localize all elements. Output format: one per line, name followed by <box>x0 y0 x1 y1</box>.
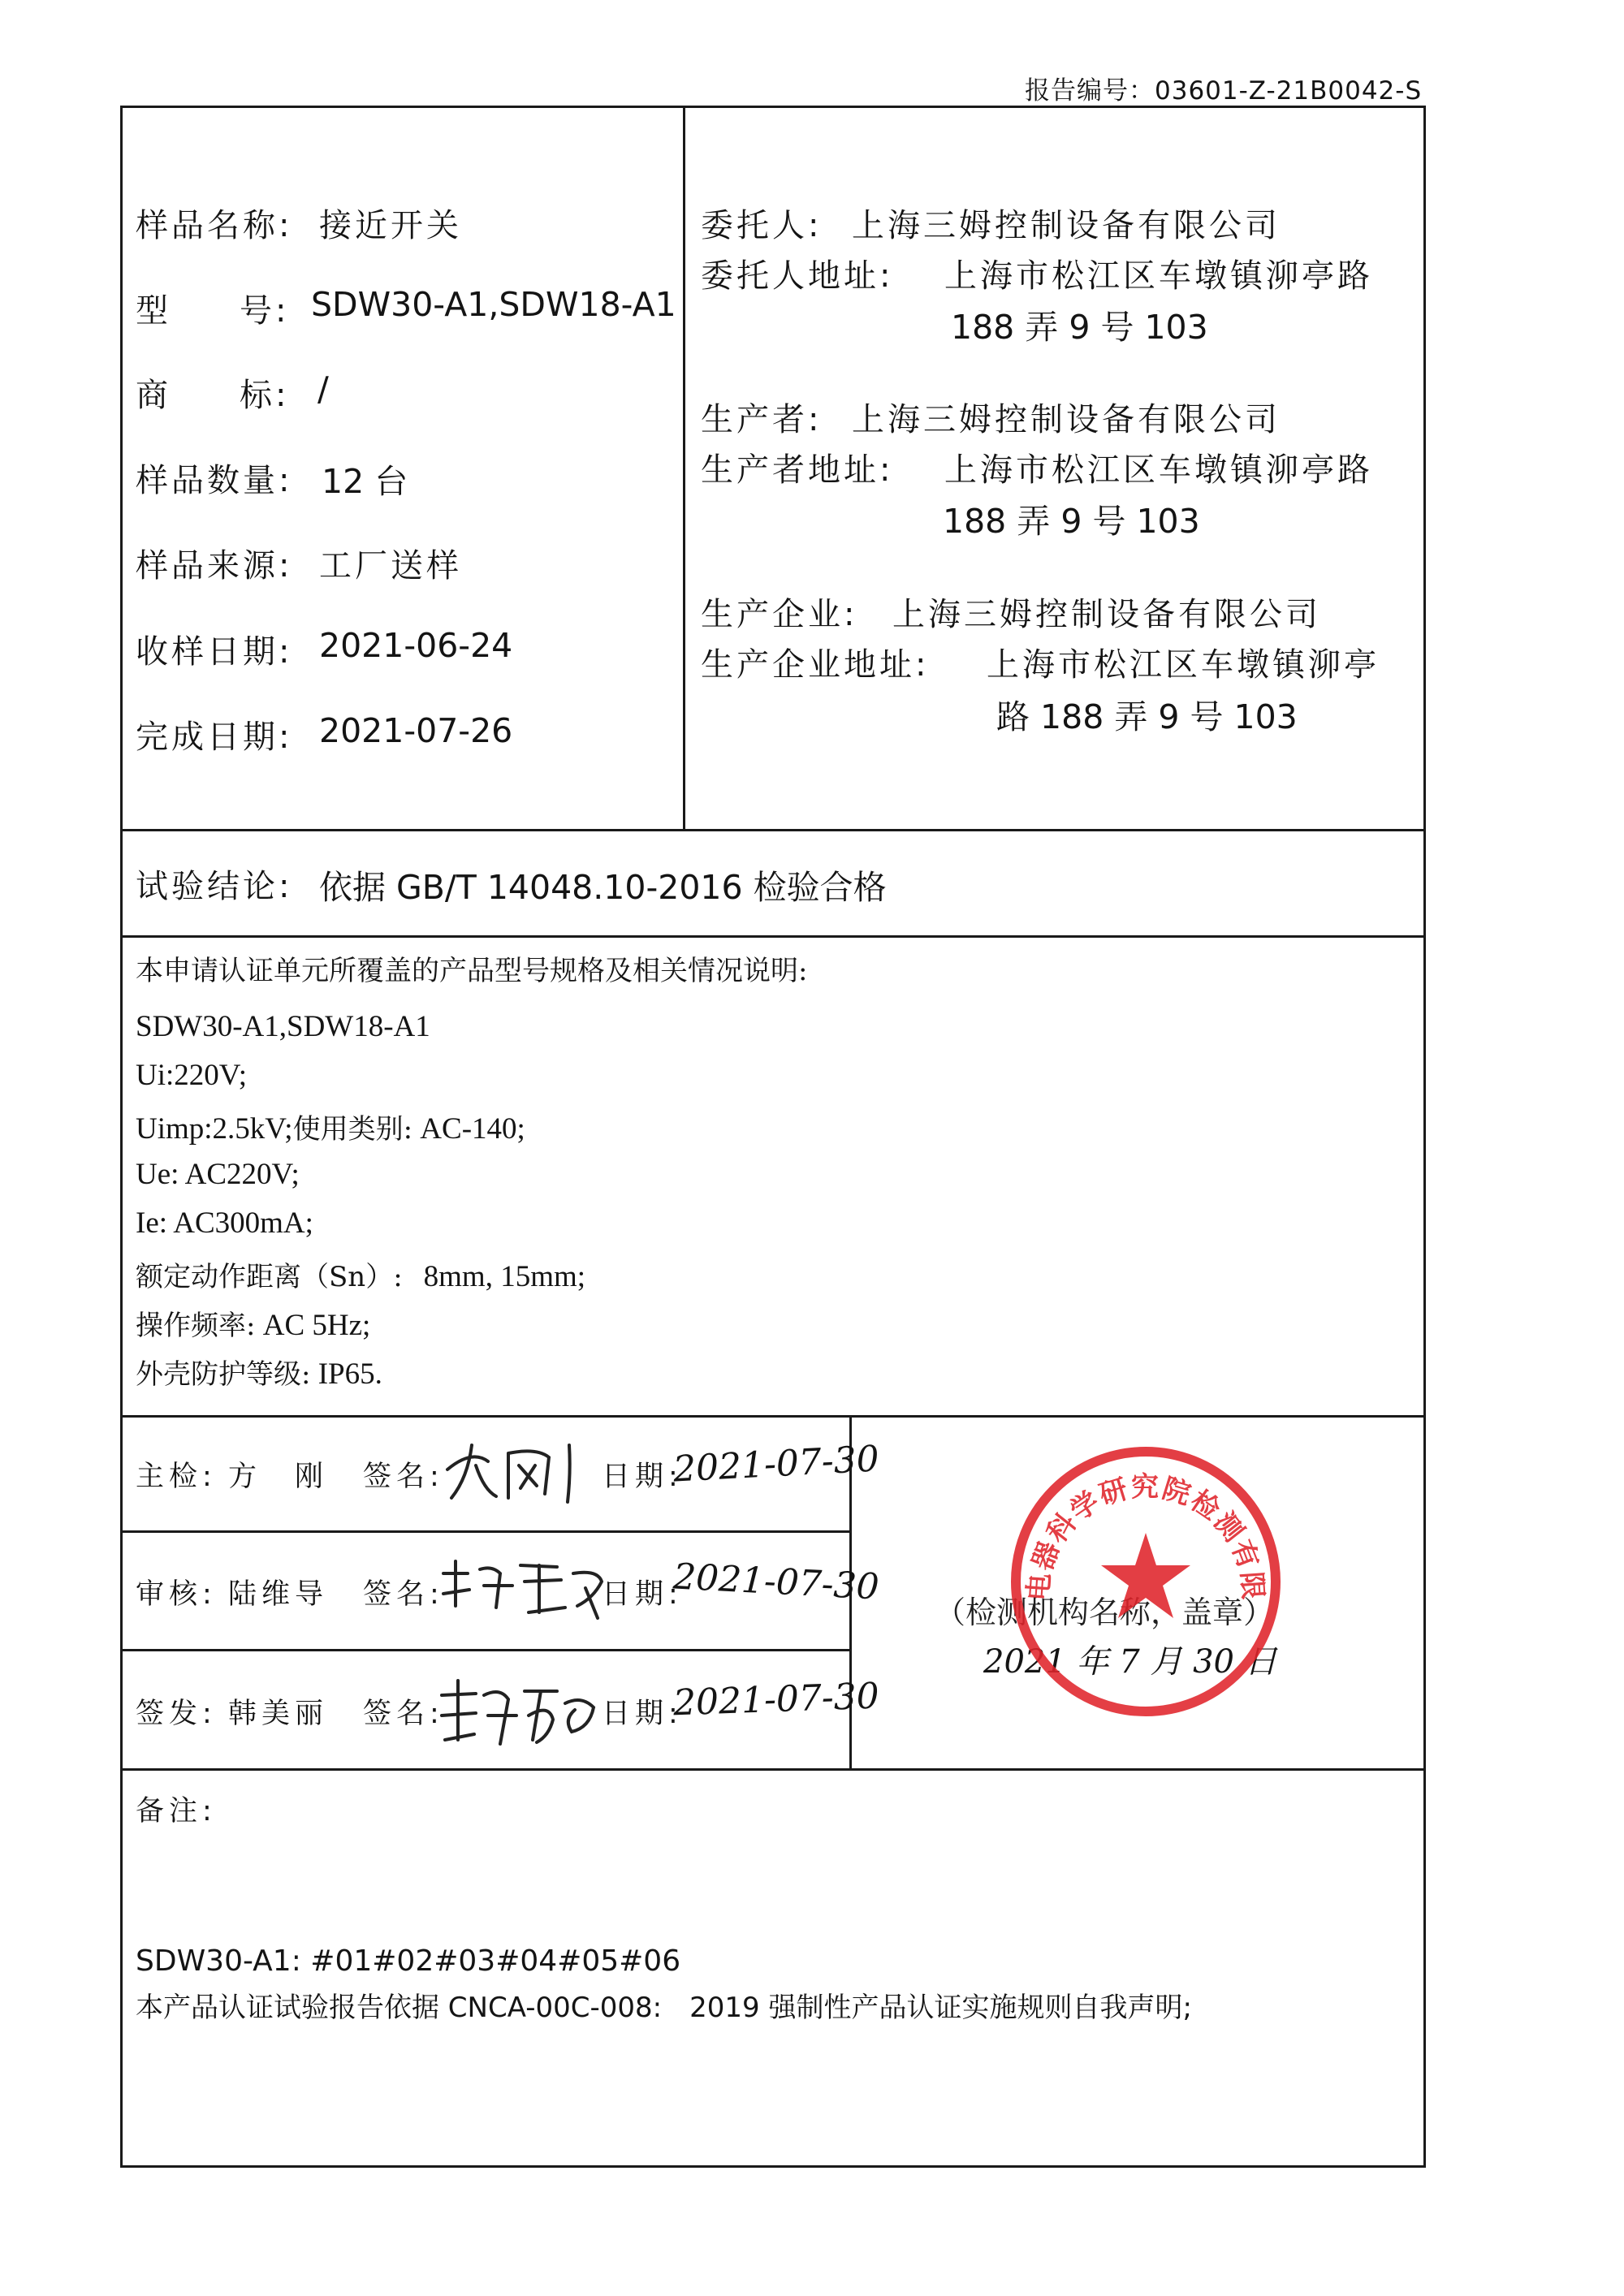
remarks-line2: 本产品认证试验报告依据 CNCA-00C-008: 2019 强制性产品认证实施规则自我声明; <box>136 1992 1192 2024</box>
coverage-ue: Ue: AC220V; <box>136 1158 300 1191</box>
reviewer-signature <box>435 1549 614 1622</box>
quantity-value: 12 台 <box>322 462 408 501</box>
report-number: 报告编号：03601-Z-21B0042-S <box>1025 76 1423 106</box>
reviewer-label: 审核: <box>136 1578 217 1611</box>
frequency-value: AC 5Hz; <box>255 1309 371 1342</box>
conclusion-label: 试验结论: <box>136 868 293 905</box>
completed-date-value: 2021-07-26 <box>319 711 513 750</box>
remarks-label: 备注: <box>136 1795 217 1828</box>
factory-label: 生产企业: <box>701 596 858 633</box>
ip-rating-label: 外壳防护等级: <box>136 1358 311 1391</box>
client-label: 委托人: <box>701 207 823 244</box>
producer-address-label: 生产者地址: <box>701 451 894 489</box>
ip-rating-value: IP65. <box>310 1357 382 1391</box>
issuer-signature <box>435 1671 606 1752</box>
official-seal <box>993 1418 1284 1720</box>
client-value: 上海三姆控制设备有限公司 <box>852 207 1281 244</box>
reviewer-date-label: 日期: <box>602 1578 683 1611</box>
seal-text: 上海电器科学研究院检测有限公司 <box>993 1418 1269 1603</box>
inspector-label: 主检: <box>136 1461 217 1493</box>
client-address-line2: 188 弄 9 号 103 <box>951 308 1208 347</box>
issuer-date: 2021-07-30 <box>672 1675 880 1724</box>
coverage-ip-rating <box>136 1352 382 1392</box>
sensing-distance-value: 8mm, 15mm; <box>423 1260 586 1293</box>
inspector-name: 方 刚 <box>228 1461 329 1493</box>
producer-address-line2: 188 弄 9 号 103 <box>943 502 1200 541</box>
issuer-label: 签发: <box>136 1698 217 1730</box>
divider-issuer-top <box>123 1649 849 1651</box>
sample-name-label: 样品名称: <box>136 207 293 244</box>
divider-remarks-top <box>123 1768 1423 1771</box>
coverage-ui: Ui:220V; <box>136 1059 248 1092</box>
brand-value: / <box>317 369 329 408</box>
completed-date-label: 完成日期: <box>136 719 293 756</box>
top-column-divider <box>683 108 685 831</box>
received-date-label: 收样日期: <box>136 633 293 671</box>
factory-address-label: 生产企业地址: <box>701 646 930 684</box>
divider-reviewer-top <box>123 1530 849 1533</box>
quantity-label: 样品数量: <box>136 462 293 499</box>
utilization-category-value: AC-140; <box>412 1112 525 1146</box>
remarks-line1: SDW30-A1: #01#02#03#04#05#06 <box>136 1944 681 1978</box>
reviewer-sign-label: 签名: <box>363 1578 444 1611</box>
stamp-date: 2021 年 7 月 30 日 <box>983 1643 1277 1681</box>
coverage-uimp <box>136 1107 525 1146</box>
factory-address-line2: 路 188 弄 9 号 103 <box>996 697 1298 736</box>
source-value: 工厂送样 <box>319 547 462 585</box>
brand-label-b: 标: <box>240 377 290 414</box>
reviewer-date: 2021-07-30 <box>672 1556 880 1608</box>
received-date-value: 2021-06-24 <box>319 626 513 665</box>
coverage-models: SDW30-A1,SDW18-A1 <box>136 1010 430 1043</box>
conclusion-value: 依据 GB/T 14048.10-2016 检验合格 <box>319 868 887 907</box>
coverage-sensing-distance <box>136 1254 585 1294</box>
producer-label: 生产者: <box>701 401 823 438</box>
reviewer-name: 陆维导 <box>228 1578 329 1611</box>
report-form-frame <box>120 106 1426 2168</box>
issuer-name: 韩美丽 <box>228 1698 329 1730</box>
divider-conclusion-top <box>123 829 1423 831</box>
frequency-label: 操作频率: <box>136 1310 256 1342</box>
client-address-label: 委托人地址: <box>701 257 894 295</box>
brand-label-a: 商 <box>136 377 171 414</box>
coverage-frequency <box>136 1303 370 1343</box>
coverage-ie: Ie: AC300mA; <box>136 1206 313 1240</box>
stamp-caption: （检测机构名称，盖章） <box>935 1595 1275 1630</box>
factory-address-line1: 上海市松江区车墩镇泖亭 <box>987 646 1380 684</box>
factory-value: 上海三姆控制设备有限公司 <box>892 596 1321 633</box>
producer-address-line1: 上海市松江区车墩镇泖亭路 <box>944 451 1373 489</box>
sample-name-value: 接近开关 <box>319 207 462 244</box>
model-label-b: 号: <box>240 292 290 330</box>
model-label-a: 型 <box>136 292 171 330</box>
inspector-date-label: 日期: <box>602 1461 683 1493</box>
inspector-sign-label: 签名: <box>363 1461 444 1493</box>
sensing-distance-label: 额定动作距离（Sn）: <box>136 1261 403 1293</box>
model-value: SDW30-A1,SDW18-A1 <box>311 285 676 324</box>
source-label: 样品来源: <box>136 547 293 585</box>
inspector-signature <box>439 1433 602 1506</box>
divider-signatures-top <box>123 1415 1423 1418</box>
inspector-date: 2021-07-30 <box>672 1438 880 1491</box>
issuer-sign-label: 签名: <box>363 1698 444 1730</box>
client-address-line1: 上海市松江区车墩镇泖亭路 <box>944 257 1373 295</box>
producer-value: 上海三姆控制设备有限公司 <box>852 401 1281 438</box>
coverage-heading: 本申请认证单元所覆盖的产品型号规格及相关情况说明: <box>136 955 808 987</box>
uimp-value: Uimp:2.5kV; <box>136 1112 293 1146</box>
issuer-date-label: 日期: <box>602 1698 683 1730</box>
divider-coverage-top <box>123 935 1423 938</box>
star-icon <box>1101 1533 1190 1618</box>
utilization-category-label: 使用类别: <box>292 1113 413 1146</box>
